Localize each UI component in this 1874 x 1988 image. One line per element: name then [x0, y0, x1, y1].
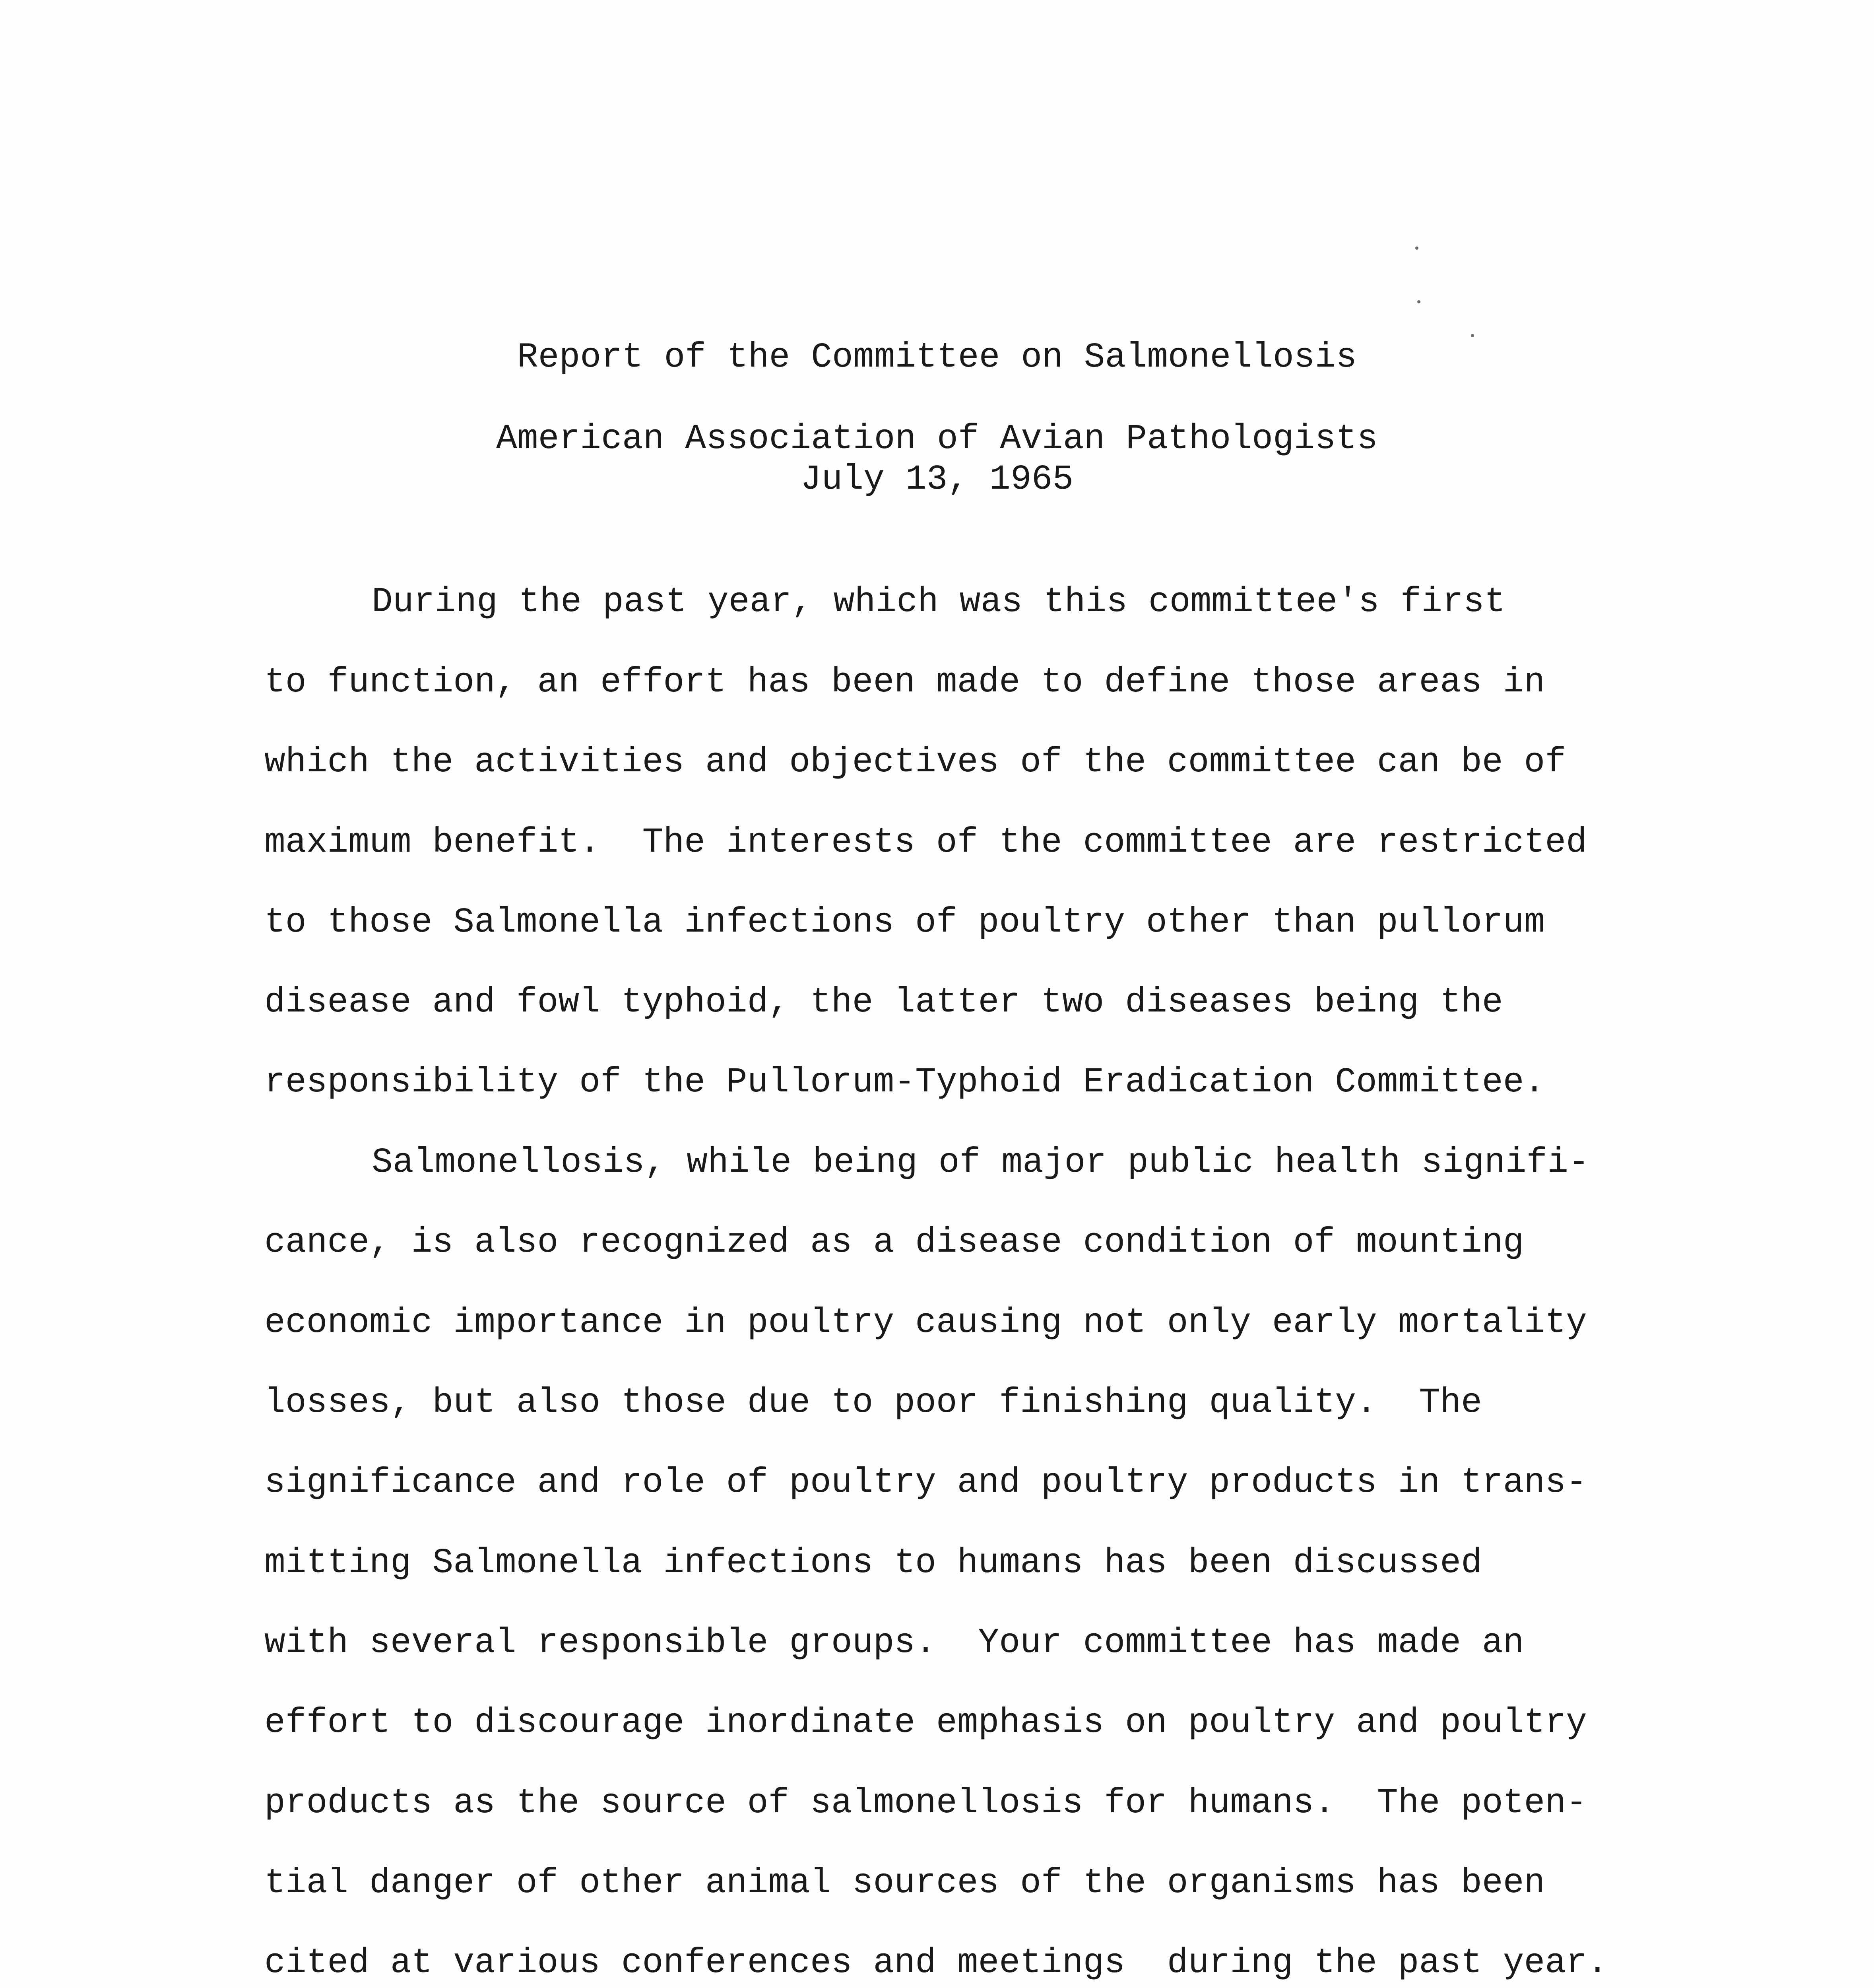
scan-speck	[1417, 300, 1420, 303]
body-line: maximum benefit. The interests of the committee are restricted	[264, 823, 1587, 862]
scan-speck	[1471, 334, 1474, 337]
scan-speck	[1415, 247, 1418, 250]
body-line: responsibility of the Pullorum-Typhoid Eradication Committee.	[264, 1063, 1545, 1102]
body-line: tial danger of other animal sources of the organisms has been	[264, 1864, 1545, 1903]
body-line: which the activities and objectives of the committee can be of	[264, 743, 1566, 782]
body-line: During the past year, which was this committee's first	[372, 582, 1505, 622]
body-line: mitting Salmonella infections to humans has been discussed	[264, 1543, 1482, 1583]
body-line: cance, is also recognized as a disease condition of mounting	[264, 1223, 1524, 1262]
body-line: to those Salmonella infections of poultry other than pullorum	[264, 903, 1545, 942]
body-line: disease and fowl typhoid, the latter two diseases being the	[264, 983, 1503, 1022]
organization-name: American Association of Avian Pathologists	[496, 419, 1378, 459]
body-line: significance and role of poultry and poultry products in trans-	[264, 1463, 1587, 1503]
body-line: cited at various conferences and meetings during the past year.	[264, 1943, 1608, 1983]
body-line: with several responsible groups. Your committee has made an	[264, 1623, 1524, 1663]
body-line: losses, but also those due to poor finishing quality. The	[264, 1383, 1482, 1423]
body-line: to function, an effort has been made to define those areas in	[264, 663, 1545, 702]
body-line: effort to discourage inordinate emphasis on poultry and poultry	[264, 1703, 1587, 1743]
body-line: products as the source of salmonellosis for humans. The poten-	[264, 1784, 1587, 1823]
body-line: Salmonellosis, while being of major public health signifi-	[372, 1143, 1589, 1182]
report-date: July 13, 1965	[800, 460, 1074, 499]
report-title: Report of the Committee on Salmonellosis	[517, 338, 1357, 377]
body-line: economic importance in poultry causing not only early mortality	[264, 1303, 1587, 1343]
